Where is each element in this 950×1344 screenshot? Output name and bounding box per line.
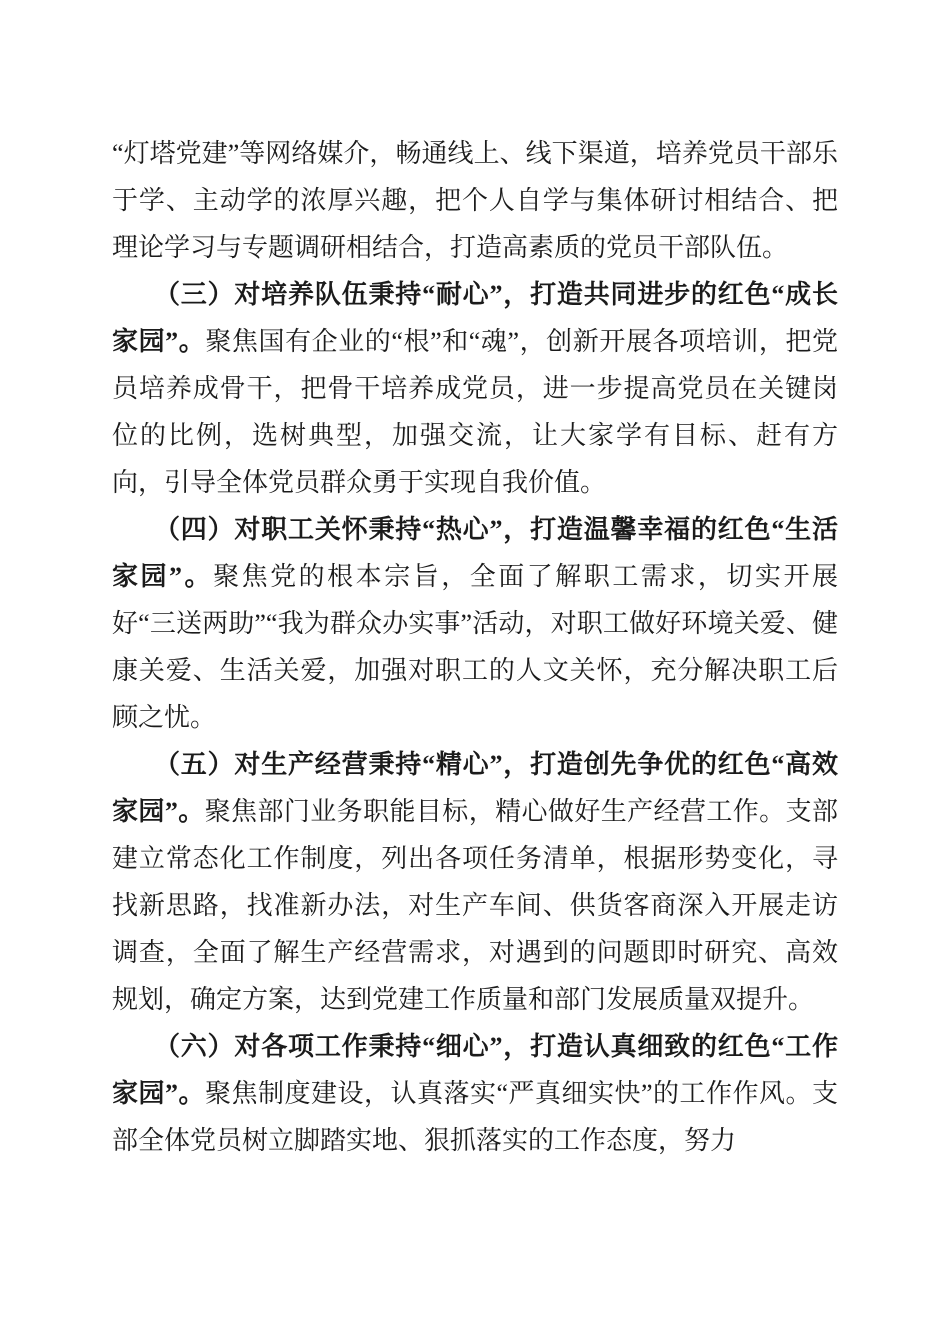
body-text-run: “灯塔党建”等网络媒介，畅通线上、线下渠道，培养党员干部乐于学、主动学的浓厚兴趣，把个人自学与集体研讨相结合、把理论学习与专题调研相结合，打造高素质的党员干部队伍。 — [112, 139, 838, 262]
body-text-run: 聚焦制度建设，认真落实“严真细实快”的工作作风。支部全体党员树立脚踏实地、狠抓落实的工作态度，努力 — [112, 1079, 838, 1155]
body-text-run: 聚焦部门业务职能目标，精心做好生产经营工作。支部建立常态化工作制度，列出各项任务清单，根据形势变化，寻找新思路，找准新办法，对生产车间、供货客商深入开展走访调查，全面了解生产经营需求，对遇到的问题即时研究、高效规划，确定方案，达到党建工作质量和部门发展质量双提升。 — [112, 797, 838, 1014]
paragraph-4 — [112, 741, 838, 1023]
paragraph-3 — [112, 506, 838, 741]
section-heading-run: （四）对职工关怀秉持“热心”，打造温馨幸福的红色“生活家园”。 — [112, 515, 838, 591]
section-heading-run: （三）对培养队伍秉持“耐心”，打造共同进步的红色“成长家园”。 — [112, 280, 838, 356]
body-text-run: 聚焦国有企业的“根”和“魂”，创新开展各项培训，把党员培养成骨干，把骨干培养成党员，进一步提高党员在关键岗位的比例，选树典型，加强交流，让大家学有目标、赶有方向，引导全体党员群众勇于实现自我价值。 — [112, 327, 838, 497]
document-body — [112, 130, 838, 1164]
body-text-run: 聚焦党的根本宗旨，全面了解职工需求，切实开展好“三送两助”“我为群众办实事”活动，对职工做好环境关爱、健康关爱、生活关爱，加强对职工的人文关怀，充分解决职工后顾之忧。 — [112, 562, 838, 732]
paragraph-5 — [112, 1023, 838, 1164]
paragraph-1 — [112, 130, 838, 271]
section-heading-run: （五）对生产经营秉持“精心”，打造创先争优的红色“高效家园”。 — [112, 750, 838, 826]
paragraph-2 — [112, 271, 838, 506]
section-heading-run: （六）对各项工作秉持“细心”，打造认真细致的红色“工作家园”。 — [112, 1032, 838, 1108]
